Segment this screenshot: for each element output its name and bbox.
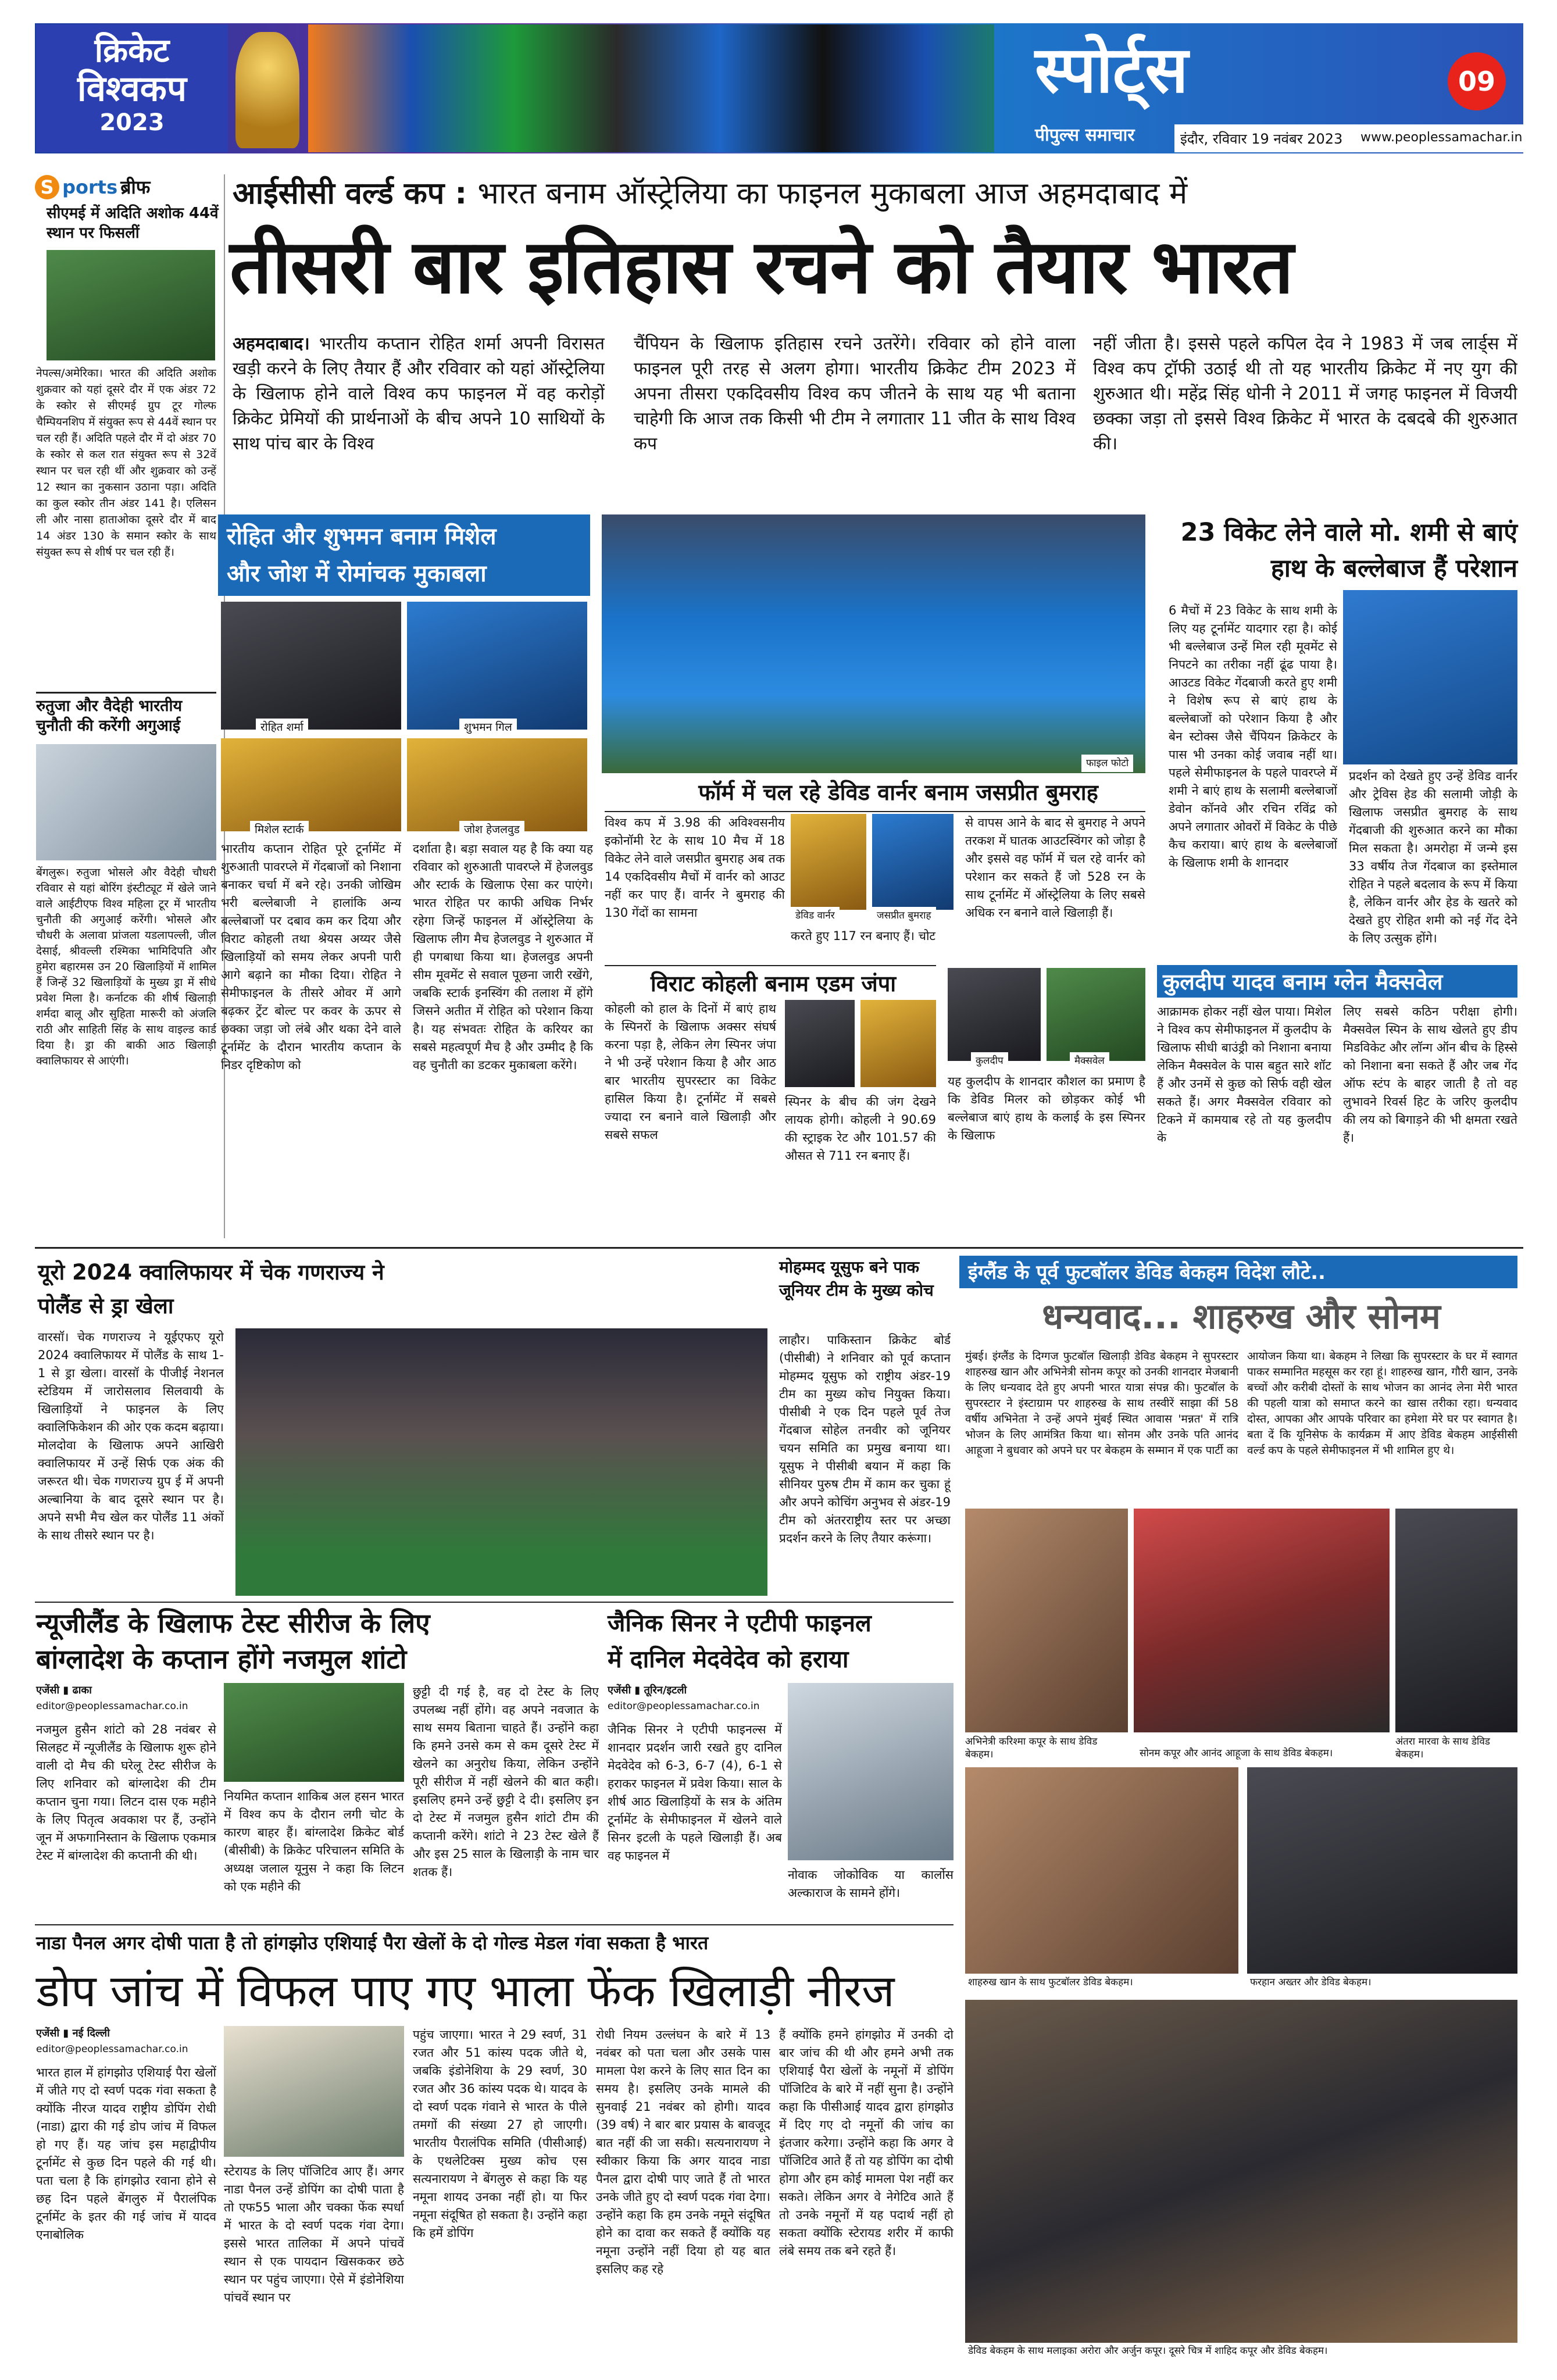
antara-caption: अंतरा मारवा के साथ डेविड बेकहम। <box>1395 1735 1517 1761</box>
brief-logo-ports: ports <box>62 176 118 198</box>
shanto-city: ढाका <box>72 1684 92 1696</box>
zampa-photo <box>860 1000 936 1087</box>
sonam-caption: सोनम कपूर और आनंद आहूजा के साथ डेविड बेकहम। <box>1140 1748 1333 1759</box>
shami-col-2: प्रदर्शन को देखते हुए उन्हें डेविड वार्नर और ट्रेविस हेड की सलामी जोड़ी के खिलाफ जसप्रीत बुमराह के साथ गेंदबाजी की शुरुआत करने का मौका मिल सकता है। अमरोहा में जन्मे इस 33 वर्षीय तेज गेंदबाज का इस्तेमाल रोहित ने पहले बदलाव के रूप में किया है, लेकिन वार्नर और हेड के खतरे को देखते हुए रोहित शमी को नई गेंद देने के लिए उत्सुक होंगे। <box>1349 769 1517 945</box>
neeraj-headline: डोप जांच में विफल पाए गए भाला फेंक खिलाड़ी नीरज <box>36 1965 895 2017</box>
beckham-col-2: आयोजन किया था। बेकहम ने लिखा कि सुपरस्टार के घर में स्वागत पाकर सम्मानित महसूस कर रहा हूं। शाहरुख खान, गौरी खान, उनके बच्चों और करीबी दोस्तों के साथ भोजन का आनंद लेना मेरी भारत की पहली यात्रा को समाप्त करने का खास तरीका रहा। धन्यवाद दोस्त, आपका और आपके परिवार का हमेशा मेरे घर पर स्वागत है। बता दें कि यूनिसेफ के कार्यक्रम में आए डेविड बेकहम आईसीसी वर्ल्ड कप के पहले सेमीफाइनल में भी शामिल हुए थे। <box>1247 1350 1517 1457</box>
sinner-city: तूरिन/इटली <box>644 1684 687 1696</box>
yousuf-headline: मोहम्मद यूसुफ बने पाक जूनियर टीम के मुख्य कोच <box>779 1257 934 1300</box>
kuldeep-photo <box>948 968 1041 1061</box>
aditi-photo <box>47 250 215 360</box>
group-beckham-photo <box>965 2000 1517 2343</box>
neeraj-email[interactable]: editor@peoplessamachar.co.in <box>36 2043 188 2055</box>
shanto-headline-line2: बांग्लादेश के कप्तान होंगे नजमुल शांटो <box>36 1643 407 1675</box>
kuldeep-caption: कुलदीप <box>971 1052 1008 1070</box>
shami-col-1: 6 मैचों में 23 विकेट के साथ शमी के लिए यह टूर्नामेंट यादगार रहा है। कोई भी बल्लेबाज उन्हें मिल रही मूवमेंट से निपटने का तरीका नहीं ढूंढ पाया है। आउटड विकेट गेंदबाजी करते हुए शमी ने विशेष रूप से बाएं हाथ के बल्लेबाजों को परेशान किया है और बेन स्टोक्स जैसे चैंपियन क्रिकेटर के पास भी उनका कोई जवाब नहीं था। पहले सेमीफाइनल के पहले पावरप्ले में शमी ने बाएं हाथ के सलामी बल्लेबाजों डेवोन कॉनवे और रचिन रविंद्र को अपने लगातार ओवरों में विकेट के पीछे कैच कराया। बाएं हाथ के बल्लेबाजों के खिलाफ शमी के शानदार <box>1169 603 1337 870</box>
kohli-col-1: कोहली को हाल के दिनों में बाएं हाथ के स्पिनरों के खिलाफ अक्सर संघर्ष करना पड़ा है, लेकिन लेग स्पिनर जंपा ने भी उन्हें परेशान किया है और आठ बार भारतीय सुपरस्टार का विकेट हासिल किया है। टूर्नामेंट में सबसे ज्यादा रन बनाने वाले खिलाड़ी और सबसे सफल <box>605 1002 776 1142</box>
neeraj-col-3: पहुंच जाएगा। भारत ने 29 स्वर्ण, 31 रजत और 51 कांस्य पदक जीते थे, जबकि इंडोनेशिया के 29 स्वर्ण, 30 रजत और 36 कांस्य पदक थे। यादव के दो स्वर्ण पदक गंवाने से भारत के पीले तमगों की संख्या 27 हो जाएगी। भारतीय पैरालंपिक समिति (पीसीआई) के एथलेटिक्स मुख्य कोच एस सत्यनारायण ने बेंगलुरु से कहा कि यह नमूना शायद उनका नहीं हो। या फिर नमूना संदूषित हो सकता है। उन्होंने कहा कि हमें डोपिंग <box>413 2028 587 2240</box>
warner-headline: फॉर्म में चल रहे डेविड वार्नर बनाम जसप्रीत बुमराह <box>698 780 1098 805</box>
kohli-headline: विराट कोहली बनाम एडम जंपा <box>650 971 897 996</box>
sinner-body: जैनिक सिनर ने एटीपी फाइनल्स में शानदार प्रदर्शन जारी रखते हुए दानिल मेदवेदेव को 6-3, 6-7 (4), 6-1 से हराकर फाइनल में प्रवेश किया। साल के शीर्ष आठ खिलाड़ियों के सत्र के अंतिम टूर्नामेंट के सेमीफाइनल में खेलने वाले सिनर इटली के पहले खिलाड़ी हैं। अब वह फाइनल में <box>608 1723 782 1863</box>
shanto-email[interactable]: editor@peoplessamachar.co.in <box>36 1700 188 1712</box>
page-number-badge <box>1448 52 1506 110</box>
group-caption: डेविड बेकहम के साथ मलाइका अरोरा और अर्जुन कपूर। दूसरे चित्र में शाहिद कपूर और डेविड बेकहम। <box>968 2345 1328 2357</box>
sinner-agency: एजेंसी <box>608 1684 631 1696</box>
josh-caption: जोश हेजलवुड <box>459 821 524 838</box>
team-india-photo <box>602 514 1145 773</box>
brief-divider <box>36 692 216 694</box>
brief-headline-rutuja: रुतुजा और वैदेही भारतीय चुनौती की करेंगी अगुआई <box>36 697 183 735</box>
sinner-headline-line2: में दानिल मेदवेदेव को हराया <box>608 1645 849 1673</box>
beckham-col-1: मुंबई। इंग्लैंड के दिग्गज फुटबॉल खिलाड़ी डेविड बेकहम ने सुपरस्टार शाहरुख खान और अभिनेत्री सोनम कपूर को उनकी शानदार मेजबानी के लिए धन्यवाद देते हुए अपनी भारत यात्रा संपन्न की। फुटबॉल के सुपरस्टार ने इंस्टाग्राम पर शाहरुख के साथ तस्वीरें साझा कीं 58 वर्षीय अभिनेता ने उन्हें अपने मुंबई स्थित आवास 'मन्नत' में रात्रि भोजन के लिए आमंत्रित किया था। सोनम और उनके पति आनंद आहूजा ने बुधवार को अपने घर पर बेकहम के सम्मान में एक पार्टी का <box>965 1350 1238 1457</box>
sonam-beckham-photo <box>1134 1509 1390 1732</box>
brief-body-rutuja: बेंगलुरू। रुतुजा भोसले और वैदेही चौधरी रविवार से यहां बोरिंग इंस्टीट्यूट में खेले जाने वाले आईटीएफ विश्व महिला टूर में भारतीय चुनौती की अगुआई करेंगी। भोसले और चौधरी के अलावा प्रांजला यडलापल्ली, जील देसाई, श्रीवल्ली रश्मिका भामिदिपति और हुमेरा बहारमस उन 20 खिलाड़ियों में शामिल हैं जिन्हें 32 खिलाड़ियों के मुख्य ड्रा में सीधे प्रवेश मिला है। कर्नाटक की शीर्ष खिलाड़ी शर्मदा बालू और सुहिता मारूरी को अंजलि राठी और साहिती सिंह के साथ वाइल्ड कार्ड दिया है। ड्रा की बाकी आठ खिलाड़ी क्वालिफायर से आएंगी। <box>36 866 216 1067</box>
neeraj-col-5: हैं क्योंकि हमने हांगझोउ में उनकी दो बार जांच की थी और हमने अभी तक एशियाई पैरा खेलों के नमूनों में डोपिंग पॉजिटिव के बारे में नहीं सुना है। उन्होंने कहा कि पीसीआई यादव द्वारा हांगझोउ में दिए गए दो नमूनों की जांच का इंतजार करेगा। उन्होंने कहा कि अगर वे पॉजिटिव आते हैं तो यह डोपिंग का दोषी होगा और हम कोई मामला पेश नहीं कर सकते। लेकिन अगर वे नेगेटिव आते हैं तो उनके नमूनों में यह पदार्थ नहीं हो सकता क्योंकि स्टेरायड शरीर में काफी लंबे समय तक बने रहते हैं। <box>779 2028 954 2258</box>
mid-page-rule <box>35 1247 1523 1249</box>
neeraj-col-1: भारत हाल में हांगझोउ एशियाई पैरा खेलों में जीते गए दो स्वर्ण पदक गंवा सकता है क्योंकि नीरज यादव राष्ट्रीय डोपिंग रोधी (नाडा) द्वारा की गई डोप जांच में विफल हो गए हैं। यह जांच इस महाद्वीपीय टूर्नामेंट से कुछ दिन पहले की गई थी। पता चला है कि हांगझोउ रवाना होने से छह दिन पहले बेंगलुरु में पैरालंपिक टूर्नामेंट के इतर की गई जांच में यादव एनाबोलिक <box>36 2065 216 2242</box>
euro-match-photo <box>235 1328 767 1596</box>
lead-kicker-label: आईसीसी वर्ल्ड कप : <box>233 176 467 211</box>
issue-date: इंदौर, रविवार 19 नवंबर 2023 <box>1180 131 1343 147</box>
shanto-col-3: छुट्टी दी गई है, वह दो टेस्ट के लिए उपलब्ध नहीं होंगे। वह अपने नवजात के साथ समय बिताना चाहते हैं। उन्होंने कहा कि हमने उनसे कम से कम दूसरे टेस्ट में खेलने का अनुरोध किया, लेकिन उन्होंने पूरी सीरीज में नहीं खेलने की बात कही। इसलिए हमने उन्हें छुट्टी दे दी। इसलिए इन दो टेस्ट में नजमुल हुसैन शांटो टीम की कप्तानी करेंगे। शांटो ने 23 टेस्ट खेले हैं और इस 25 साल के खिलाड़ी के नाम चार शतक हैं। <box>413 1685 599 1879</box>
players-collage <box>308 24 994 152</box>
badge-line1: क्रिकेट <box>94 32 170 70</box>
rohit-col-2: दर्शाता है। बड़ा सवाल यह है कि क्या यह रविवार को शुरुआती पावरप्ले में हेजलवुड और स्टार्क के खिलाफ ऐसा कर पाएंगे। भारत रोहित पर काफी अधिक निर्भर रहेगा जिन्हें फाइनल में ऑस्ट्रेलिया के खिलाफ लीग मैच हेजलवुड ने शुरुआत में ही पगबाधा किया था। हेजलवुड अपनी सीम मूवमेंट से सवाल पूछना जारी रखेंगे, जबकि स्टार्क इनस्विंग की तलाश में होंगे जिसने अतीत में रोहित को परेशान किया है। यह संभवतः रोहित के करियर का सबसे महत्वपूर्ण मैच है और उम्मीद है कि वह चुनौती का डटकर मुकाबला करेंगे। <box>413 842 593 1072</box>
sinner-photo-caption: नोवाक जोकोविक या कार्लोस अल्काराज के सामने होंगे। <box>788 1868 954 1900</box>
sinner-agency-line: एजेंसी ▮ तूरिन/इटली <box>608 1684 687 1696</box>
rohit-headline-line1: रोहित और शुभमन बनाम मिशेल <box>227 523 497 550</box>
farhan-beckham-photo <box>1247 1767 1517 1974</box>
team-photo-credit: फाइल फोटो <box>1081 755 1133 772</box>
karisma-caption: अभिनेत्री करिश्मा कपूर के साथ डेविड बेकहम। <box>965 1735 1122 1761</box>
karisma-beckham-photo <box>965 1509 1128 1732</box>
kohli-photo <box>785 1000 855 1087</box>
shahrukh-beckham-photo <box>965 1767 1238 1974</box>
neeraj-city: नई दिल्ली <box>72 2027 110 2039</box>
warner-col-1: विश्व कप में 3.98 की अविश्वसनीय इकोनॉमी रेट के साथ 10 मैच में 18 विकेट लेने वाले जसप्रीत बुमराह अब तक 14 एकदिवसीय मैचों में वार्नर को आउट नहीं कर पाए हैं। वार्नर ने बुमराह की 130 गेंदों का सामना <box>605 816 785 920</box>
yousuf-body: लाहौर। पाकिस्तान क्रिकेट बोर्ड (पीसीबी) ने शनिवार को पूर्व कप्तान मोहम्मद यूसुफ को राष्ट्रीय अंडर-19 टीम का मुख्य कोच नियुक्त किया। पीसीबी ने एक दिन पहले पूर्व तेज गेंदबाज सोहेल तनवीर को जूनियर चयन समिति का प्रमुख बनाया था। यूसुफ ने पीसीबी बयान में कहा कि सीनियर पुरुष टीम में काम कर चुका हूं और अपने कोचिंग अनुभव से अंडर-19 टीम को अंतरराष्ट्रीय स्तर पर अच्छा प्रदर्शन करने के लिए तैयार करूंगा। <box>779 1333 951 1545</box>
shanto-top-rule <box>35 1602 954 1603</box>
warner-col-3: से वापस आने के बाद से बुमराह ने अपने तरकश में घातक आउटस्विंगर को जोड़ा है और इससे वह फॉर्म में चल रहे वार्नर को परेशान कर सकते हैं जो 528 रन के साथ टूर्नामेंट में ऑस्ट्रेलिया के लिए सबसे अधिक रन बनाने वाले खिलाड़ी हैं। <box>965 816 1145 920</box>
maxwell-photo <box>1047 968 1145 1061</box>
shami-photo <box>1343 590 1517 764</box>
kuldeep-col-1: यह कुलदीप के शानदार कौशल का प्रमाण है कि डेविड मिलर को छोड़कर कोई भी बल्लेबाज बाएं हाथ के कलाई के इस स्पिनर के खिलाफ <box>948 1074 1145 1142</box>
rutuja-photo <box>36 744 216 860</box>
euro-body: वारसॉ। चेक गणराज्य ने यूईएफए यूरो 2024 क्वालिफायर में पोलैंड के साथ 1-1 से ड्रा खेला। वारसॉ के पीजीई नेशनल स्टेडियम में जारोसलाव सिलवायी के खिलाड़ियों ने फाइनल के लिए क्वालिफिकेशन की ओर एक कदम बढ़ाया। मोलदोवा के खिलाफ अपने आखिरी क्वालिफायर में उन्हें सिर्फ एक अंक की जरूरत थी। चेक गणराज्य ग्रुप ई में अपनी अल्बानिया के बाद दूसरे स्थान पर है। अपने सभी मैच खेल कर पोलैंड 11 अंकों के साथ तीसरे स्थान पर है। <box>38 1330 224 1542</box>
lead-kicker-text: भारत बनाम ऑस्ट्रेलिया का फाइनल मुकाबला आज अहमदाबाद में <box>477 176 1188 211</box>
sports-brief-logo <box>35 174 215 203</box>
brief-body-aditi: नेपल्स/अमेरिका। भारत की अदिति अशोक शुक्रवार को यहां दूसरे दौर में एक अंडर 72 के स्कोर से सीएमई ग्रुप टूर गोल्फ चैम्पियनशिप में संयुक्त रूप से 44वें स्थान पर चल रही हैं। अदिति पहले दौर में दो अंडर 70 के स्कोर से कल रात संयुक्त रूप से 32वें स्थान पर चल रही थीं और शुक्रवार को उन्हें 12 स्थान का नुकसान उठाना पड़ा। अदिति का कुल स्कोर तीन अंडर 141 है। एलिसन ली और नासा हाताओका दूसरे दौर में बाद 14 अंडर 130 के समान स्कोर के साथ संयुक्त रूप से शीर्ष पर चल रही हैं। <box>36 367 216 559</box>
lead-kicker <box>233 174 1517 213</box>
section-title: स्पोर्ट्स <box>1035 32 1188 107</box>
sinner-photo <box>788 1683 954 1860</box>
neeraj-photo <box>224 2026 404 2157</box>
shanto-photo <box>224 1683 404 1782</box>
lead-headline: तीसरी बार इतिहास रचने को तैयार भारत <box>230 224 1292 310</box>
worldcup-badge <box>36 24 228 152</box>
neeraj-kicker: नाडा पैनल अगर दोषी पाता है तो हांगझोउ एशियाई पैरा खेलों के दो गोल्ड मेडल गंवा सकता है भारत <box>36 1932 709 1954</box>
sinner-headline-line1: जैनिक सिनर ने एटीपी फाइनल <box>608 1609 872 1637</box>
shanto-col-1: नजमुल हुसैन शांटो को 28 नवंबर से सिलहट में न्यूजीलैंड के खिलाफ शुरू होने वाली दो मैच की घरेलू टेस्ट सीरीज के लिए शनिवार को बांग्लादेश की टीम कप्तान चुना गया। लिटन दास एक महीने के लिए पितृत्व अवकाश पर हैं, उन्होंने जून में अफगानिस्तान के खिलाफ एकमात्र टेस्ट में बांग्लादेश की कप्तानी की थी। <box>36 1723 216 1863</box>
kohli-col-2: स्पिनर के बीच की जंग देखने लायक होगी। कोहली ने 90.69 की स्ट्राइक रेट और 101.57 की औसत से 711 रन बनाए हैं। <box>785 1095 936 1163</box>
josh-photo <box>407 738 587 831</box>
shanto-agency: एजेंसी <box>36 1684 60 1696</box>
shubman-caption: शुभमन गिल <box>459 719 517 736</box>
antara-beckham-photo <box>1395 1509 1517 1732</box>
trophy-icon <box>235 32 299 148</box>
neeraj-agency: एजेंसी <box>36 2027 60 2039</box>
lead-col-3: नहीं जीता है। इससे पहले कपिल देव ने 1983 में जब लार्ड्स में विश्व कप ट्रॉफी उठाई थी तो यह भारतीय क्रिकेट में नए युग की शुरुआत थी। महेंद्र सिंह धोनी ने 2011 में जगह फाइनल में विजयी छक्का जड़ा तो इससे विश्व क्रिकेट में भारत के दबदबे की शुरुआत की। <box>1093 334 1517 454</box>
kuldeep-col-3: लिए सबसे कठिन परीक्षा होगी। मैक्सवेल स्पिन के साथ खेलते हुए डीप मिडविकेट और लॉन्ग ऑन बीच के हिस्से को निशाना बना सकते हैं और जब गेंद ऑफ स्टंप के बाहर जाती है तो वह लुभावने रिवर्स हिट के जरिए कुलदीप की लय को बिगाड़ने की भी क्षमता रखते हैं। <box>1343 1005 1517 1145</box>
badge-year: 2023 <box>99 109 165 136</box>
neeraj-col-2: स्टेरायड के लिए पॉजिटिव आए हैं। अगर नाडा पैनल उन्हें डोपिंग का दोषी पाता है तो एफ55 भाला और चक्का फेंक स्पर्धा में भारत के दो स्वर्ण पदक गंवा देगा। इससे भारत तालिका में अपने पांचवें स्थान से एक पायदान खिसककर छठे स्थान पर पहुंच जाएगा। ऐसे में इंडोनेशिया पांचवें स्थान पर <box>224 2164 404 2304</box>
beckham-kicker: इंग्लैंड के पूर्व फुटबॉलर डेविड बेकहम विदेश लौटे.. <box>968 1261 1326 1284</box>
shanto-headline-line1: न्यूजीलैंड के खिलाफ टेस्ट सीरीज के लिए <box>36 1607 430 1639</box>
neeraj-agency-line: एजेंसी ▮ नई दिल्ली <box>36 2027 110 2039</box>
lead-col-1 <box>233 331 605 512</box>
paper-name: पीपुल्स समाचार <box>1035 125 1135 145</box>
badge-line2: विश्वकप <box>77 69 187 109</box>
warner-headline-rule <box>605 811 1145 812</box>
brief-logo-s: S <box>35 175 59 199</box>
sinner-email[interactable]: editor@peoplessamachar.co.in <box>608 1700 760 1712</box>
warner-col-2: करते हुए 117 रन बनाए हैं। चोट <box>791 929 935 943</box>
neeraj-col-4: रोधी नियम उल्लंघन के बारे में 13 नवंबर को पता चला और उसके पास मामला पेश करने के लिए सात दिन का समय है। इसलिए उनके मामले की सुनवाई 21 नवंबर को होगी। यादव (39 वर्ष) ने बार बार प्रयास के बावजूद बात नहीं की जा सकी। सत्यनारायण ने स्वीकार किया कि अगर यादव नाडा पैनल द्वारा दोषी पाए जाते हैं तो भारत उनके जीते हुए दो स्वर्ण पदक गंवा देगा। उन्होंने कहा कि हम उनके नमूने संदूषित होने का दावा कर सकते हैं क्योंकि यह नमूना उन्होंने नहीं दिया हो यह बात इसलिए कह रहे <box>596 2028 770 2276</box>
rohit-headline-line2: और जोश में रोमांचक मुकाबला <box>227 560 487 587</box>
page-number: 09 <box>1458 66 1495 97</box>
shubman-photo <box>407 602 587 730</box>
beckham-headline: धन्यवाद... शाहरुख और सोनम <box>1042 1296 1441 1337</box>
euro-headline: यूरो 2024 क्वालिफायर में चेक गणराज्य ने पोलैंड से ड्रा खेला <box>38 1260 384 1318</box>
mitchell-caption: मिशेल स्टार्क <box>250 821 309 838</box>
warner-caption: डेविड वार्नर <box>791 907 840 924</box>
brief-headline-aditi: सीएमई में अदिति अशोक 44वें स्थान पर फिसलीं <box>47 205 219 242</box>
rohit-photo <box>221 602 401 730</box>
kuldeep-col-2: आक्रामक होकर नहीं खेल पाया। मिशेल ने विश्व कप सेमीफाइनल में कुलदीप के खिलाफ सीधी बाउंड्री को निशाना बनाया लेकिन मैक्सवेल के पास बहुत सारे शॉट हैं और उनमें से कुछ को सिर्फ वही खेल सकते हैं। अगर मैक्सवेल रविवार को टिकने में कामयाब रहे तो यह कुलदीप के <box>1157 1005 1331 1145</box>
neeraj-top-rule <box>35 1924 954 1925</box>
shami-headline: 23 विकेट लेने वाले मो. शमी से बाएं हाथ के बल्लेबाज हैं परेशान <box>1180 518 1517 583</box>
rohit-caption: रोहित शर्मा <box>256 719 308 736</box>
kuldeep-headline: कुलदीप यादव बनाम ग्लेन मैक्सवेल <box>1163 969 1443 995</box>
rohit-col-1: भारतीय कप्तान रोहित पूरे टूर्नामेंट में शुरुआती पावरप्ले में गेंदबाजों को निशाना बनाकर चर्चा में बने रहे। उनकी जोखिम भरी बल्लेबाजी ने हालांकि अन्य बल्लेबाजों पर दबाव कम कर दिया और विराट कोहली तथा श्रेयस अय्यर जैसे खिलाड़ियों को समय लेकर अपनी पारी आगे बढ़ाने का मौका दिया। रोहित ने सेमीफाइनल के तीसरे ओवर में आगे बढ़कर ट्रेंट बोल्ट पर कवर के ऊपर से छक्का जड़ा जो लंबे और थका देने वाले टूर्नामेंट के दौरान भारतीय कप्तान के निडर दृष्टिकोण को <box>221 842 401 1072</box>
farhan-caption: फरहान अख्तर और डेविड बेकहम। <box>1250 1977 1372 1988</box>
kohli-top-rule <box>605 965 936 966</box>
shanto-col-2: नियमित कप्तान शाकिब अल हसन भारत में विश्व कप के दौरान लगी चोट के कारण बाहर हैं। बांग्लादेश क्रिकेट बोर्ड (बीसीबी) के क्रिकेट परिचालन समिति के अध्यक्ष जलाल यूनुस ने कहा कि लिटन को एक महीने की <box>224 1789 404 1893</box>
warner-photo <box>791 814 866 910</box>
lead-dateline: अहमदाबाद। <box>233 334 310 354</box>
shanto-agency-line: एजेंसी ▮ ढाका <box>36 1684 92 1696</box>
mitchell-photo <box>221 738 401 831</box>
lead-col-1-text: भारतीय कप्तान रोहित शर्मा अपनी विरासत खड़ी करने के लिए तैयार हैं और रविवार को यहां ऑस्ट्रेलिया के खिलाफ होने वाले विश्व कप फाइनल में वह करोड़ों क्रिकेट प्रेमियों की प्रार्थनाओं के बीच अपने 10 साथियों के साथ पांच बार के विश्व <box>233 334 605 454</box>
website-url[interactable]: www.peoplessamachar.in <box>1360 130 1523 145</box>
maxwell-caption: मैक्सवेल <box>1070 1052 1109 1070</box>
bumrah-photo <box>872 814 954 910</box>
shahrukh-caption: शाहरुख खान के साथ फुटबॉलर डेविड बेकहम। <box>968 1977 1133 1988</box>
lead-col-2: चैंपियन के खिलाफ इतिहास रचने उतरेंगे। रविवार को होने वाला फाइनल पूरी तरह से अलग होगा। भारतीय क्रिकेट टीम 2023 में अपना तीसरा एकदिवसीय विश्व कप जीतने के साथ यह भी बताना चाहेगी कि आज तक किसी भी टीम ने लगातार 11 जीत के साथ विश्व कप <box>634 334 1076 454</box>
bumrah-caption: जसप्रीत बुमराह <box>872 907 936 924</box>
brief-logo-label: ब्रीफ <box>120 176 151 198</box>
